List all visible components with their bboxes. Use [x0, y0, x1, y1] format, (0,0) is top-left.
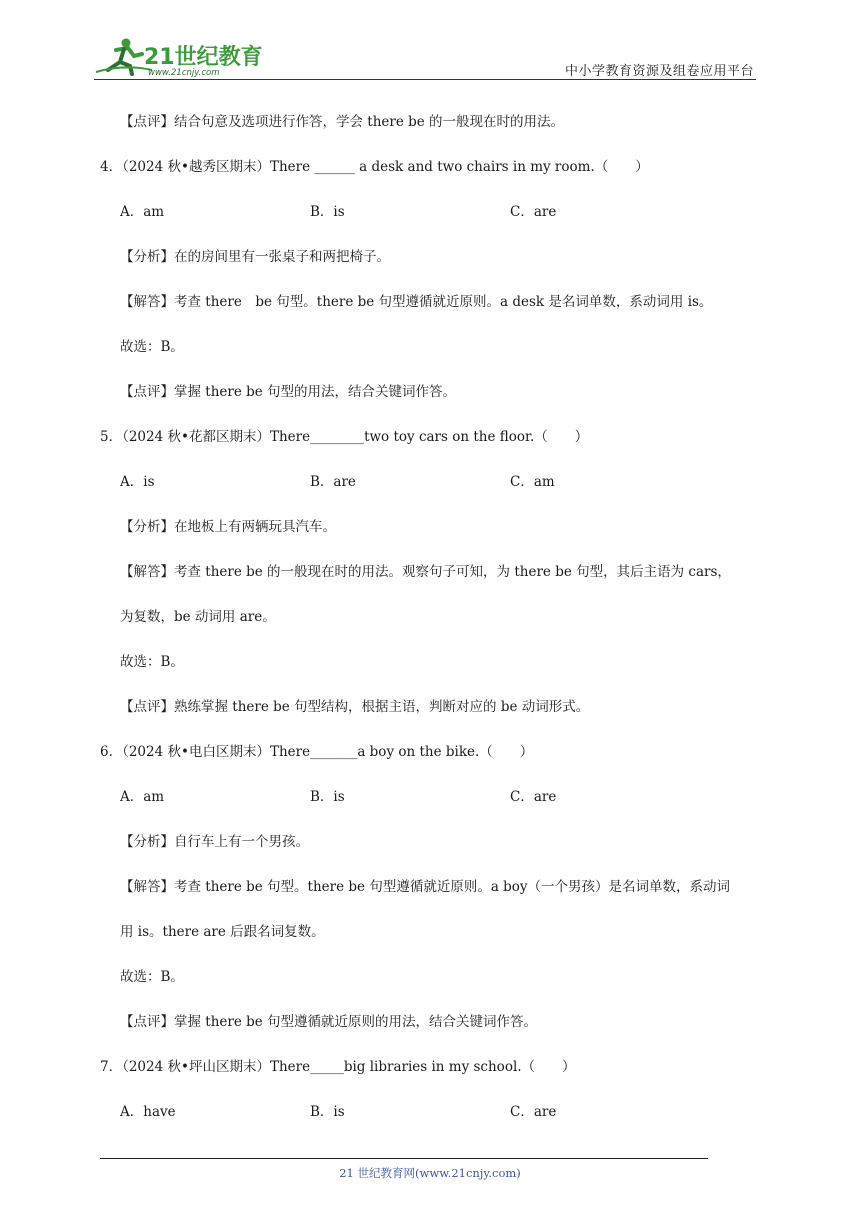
logo-text: 21世纪教育: [144, 45, 263, 70]
comment-line: 【点评】结合句意及选项进行作答，学会 there be 的一般现在时的用法。: [120, 114, 565, 130]
option-b: B．is: [310, 1104, 345, 1120]
option-a: A．am: [120, 789, 165, 805]
analysis-line: 【分析】在的房间里有一张桌子和两把椅子。: [120, 249, 390, 265]
answer-line-cont: 为复数，be 动词用 are。: [120, 609, 276, 625]
choice-line: 故选：B。: [120, 654, 184, 670]
option-b: B．are: [310, 474, 356, 490]
logo-subtext: www.21cnjy.com: [148, 68, 220, 78]
choice-line: 故选：B。: [120, 339, 184, 355]
footer-divider: [100, 1158, 708, 1159]
answer-line: 【解答】考查 there be 的一般现在时的用法。观察句子可知，为 there be 句型，其后主语为 cars，: [120, 564, 731, 580]
analysis-line: 【分析】在地板上有两辆玩具汽车。: [120, 519, 336, 535]
analysis-line: 【分析】自行车上有一个男孩。: [120, 834, 309, 850]
option-b: B．is: [310, 789, 345, 805]
comment-line: 【点评】熟练掌握 there be 句型结构，根据主语，判断对应的 be 动词形式。: [120, 699, 590, 715]
option-c: C．am: [510, 474, 555, 490]
answer-line: 【解答】考查 there be 句型。there be 句型遵循就近原则。a boy（一个男孩）是名词单数，系动词: [120, 879, 731, 895]
header-divider: [94, 79, 756, 80]
site-logo: [94, 36, 264, 78]
option-a: A．is: [120, 474, 155, 490]
option-a: A．am: [120, 204, 165, 220]
option-c: C．are: [510, 204, 557, 220]
option-b: B．is: [310, 204, 345, 220]
question-4: 4．（2024 秋•越秀区期末）There ______ a desk and two chairs in my room.（ ）: [100, 159, 649, 175]
answer-line-cont: 用 is。there are 后跟名词复数。: [120, 924, 325, 940]
comment-line: 【点评】掌握 there be 句型遵循就近原则的用法，结合关键词作答。: [120, 1014, 538, 1030]
question-6: 6．（2024 秋•电白区期末）There_______a boy on the bike.（ ）: [100, 744, 534, 760]
option-a: A．have: [120, 1104, 176, 1120]
question-7: 7．（2024 秋•坪山区期末）There_____big libraries in my school.（ ）: [100, 1059, 576, 1075]
option-c: C．are: [510, 789, 557, 805]
question-5: 5．（2024 秋•花都区期末）There________two toy cars on the floor.（ ）: [100, 429, 589, 445]
answer-line: 【解答】考查 there be 句型。there be 句型遵循就近原则。a desk 是名词单数，系动词用 is。: [120, 294, 713, 310]
footer-link[interactable]: 21 世纪教育网(www.21cnjy.com): [339, 1166, 521, 1180]
choice-line: 故选：B。: [120, 969, 184, 985]
platform-name: 中小学教育资源及组卷应用平台: [564, 64, 754, 79]
page-header: [0, 0, 860, 90]
option-c: C．are: [510, 1104, 557, 1120]
comment-line: 【点评】掌握 there be 句型的用法，结合关键词作答。: [120, 384, 457, 400]
